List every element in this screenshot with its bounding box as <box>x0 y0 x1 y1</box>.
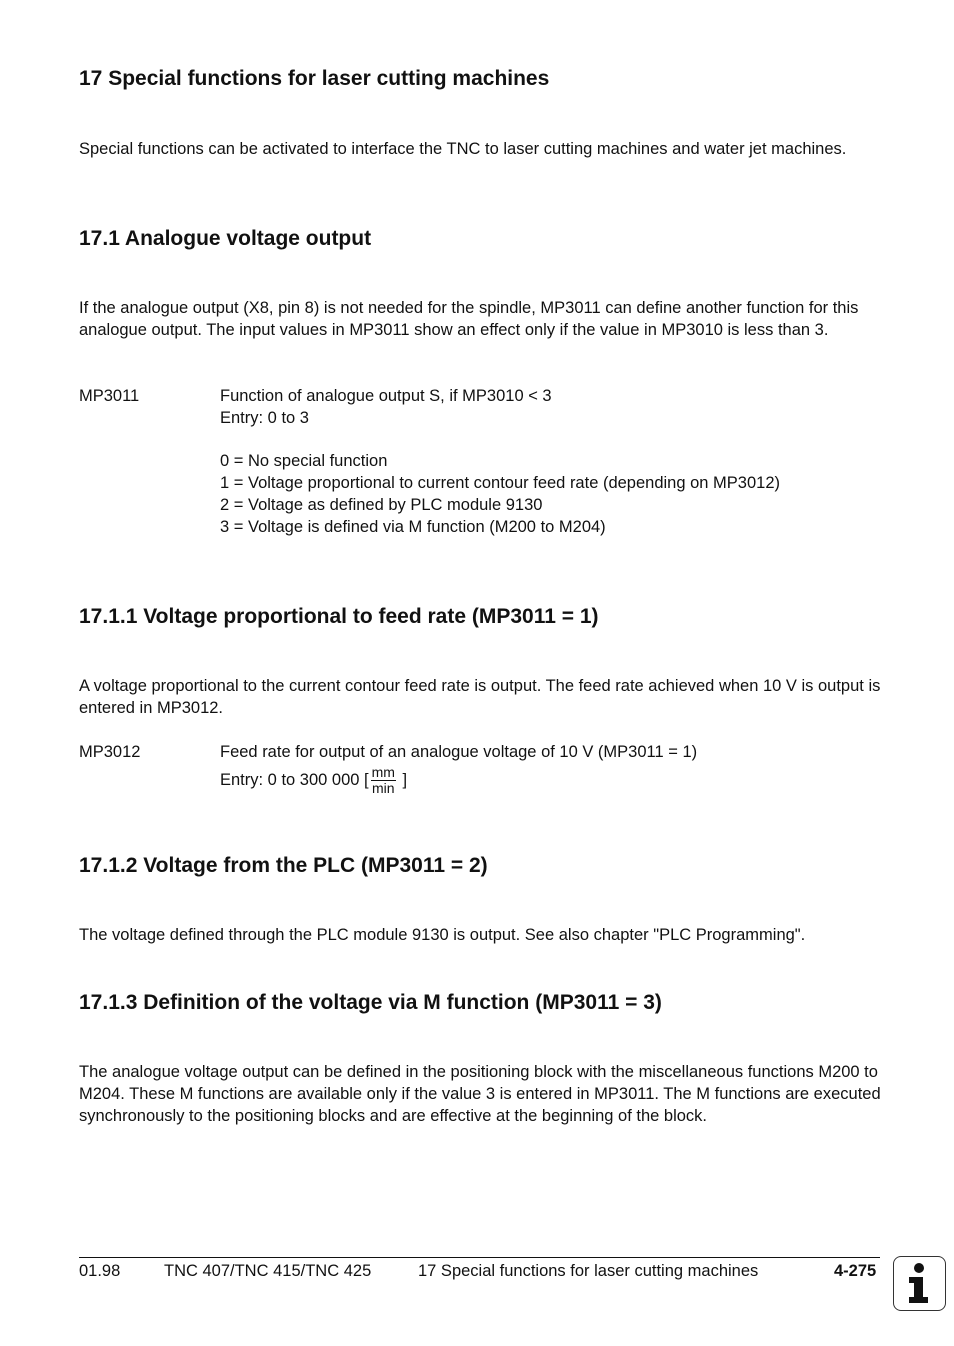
info-icon-glyph <box>894 1257 945 1310</box>
unit-denominator: min <box>371 780 395 796</box>
section-17-1-title: 17.1 Analogue voltage output <box>79 227 372 250</box>
param-option: 1 = Voltage proportional to current contour feed rate (depending on MP3012) <box>220 474 781 492</box>
section-17-1-1-intro: A voltage proportional to the current contour feed rate is output. The feed rate achieved when 10 V is output is entered in MP3012. <box>79 677 881 717</box>
chapter-intro: Special functions can be activated to interface the TNC to laser cutting machines and water jet machines. <box>79 140 847 158</box>
param-mp3012 <box>0 741 954 811</box>
unit-numerator: mm <box>371 764 395 780</box>
param-description <box>220 741 880 796</box>
footer-date: 01.98 <box>79 1262 121 1280</box>
param-description <box>220 385 880 538</box>
entry-prefix: Entry: 0 to 300 000 [ <box>220 770 369 789</box>
section-17-1-1-title: 17.1.1 Voltage proportional to feed rate (MP3011 = 1) <box>79 605 599 628</box>
param-mp3011 <box>0 385 954 545</box>
param-entry <box>220 765 880 796</box>
section-17-1-3-intro: The analogue voltage output can be defined in the positioning block with the miscellaneous functions M200 to M204. These M functions are available only if the value 3 is entered in MP3011. The M functions are executed synchronously to the positioning blocks and are effective at the beginning of the block. <box>79 1063 881 1125</box>
param-name: MP3012 <box>79 743 141 761</box>
section-17-1-2-intro: The voltage defined through the PLC module 9130 is output. See also chapter "PLC Programming". <box>79 926 806 944</box>
param-name: MP3011 <box>79 387 140 405</box>
section-17-1-2-title: 17.1.2 Voltage from the PLC (MP3011 = 2) <box>79 854 488 877</box>
param-option: 0 = No special function <box>220 452 388 470</box>
footer-page-number: 4-275 <box>834 1262 877 1280</box>
param-function: Feed rate for output of an analogue voltage of 10 V (MP3011 = 1) <box>220 743 698 761</box>
unit-fraction <box>371 765 396 796</box>
param-entry: Entry: 0 to 3 <box>220 409 309 427</box>
footer-model: TNC 407/TNC 415/TNC 425 <box>164 1262 372 1280</box>
footer-chapter: 17 Special functions for laser cutting machines <box>418 1262 759 1280</box>
param-option: 3 = Voltage is defined via M function (M200 to M204) <box>220 518 606 536</box>
info-icon <box>893 1256 946 1311</box>
param-option: 2 = Voltage as defined by PLC module 9130 <box>220 496 543 514</box>
section-17-1-intro: If the analogue output (X8, pin 8) is not needed for the spindle, MP3011 can define another function for this analogue output. The input values in MP3011 show an effect only if the value in MP3010 is less than 3. <box>79 299 859 339</box>
footer-divider <box>79 1257 880 1258</box>
section-17-1-3-title: 17.1.3 Definition of the voltage via M function (MP3011 = 3) <box>79 991 662 1014</box>
param-function: Function of analogue output S, if MP3010 < 3 <box>220 387 552 405</box>
entry-suffix: ] <box>397 770 408 789</box>
chapter-title: 17 Special functions for laser cutting machines <box>79 67 550 90</box>
